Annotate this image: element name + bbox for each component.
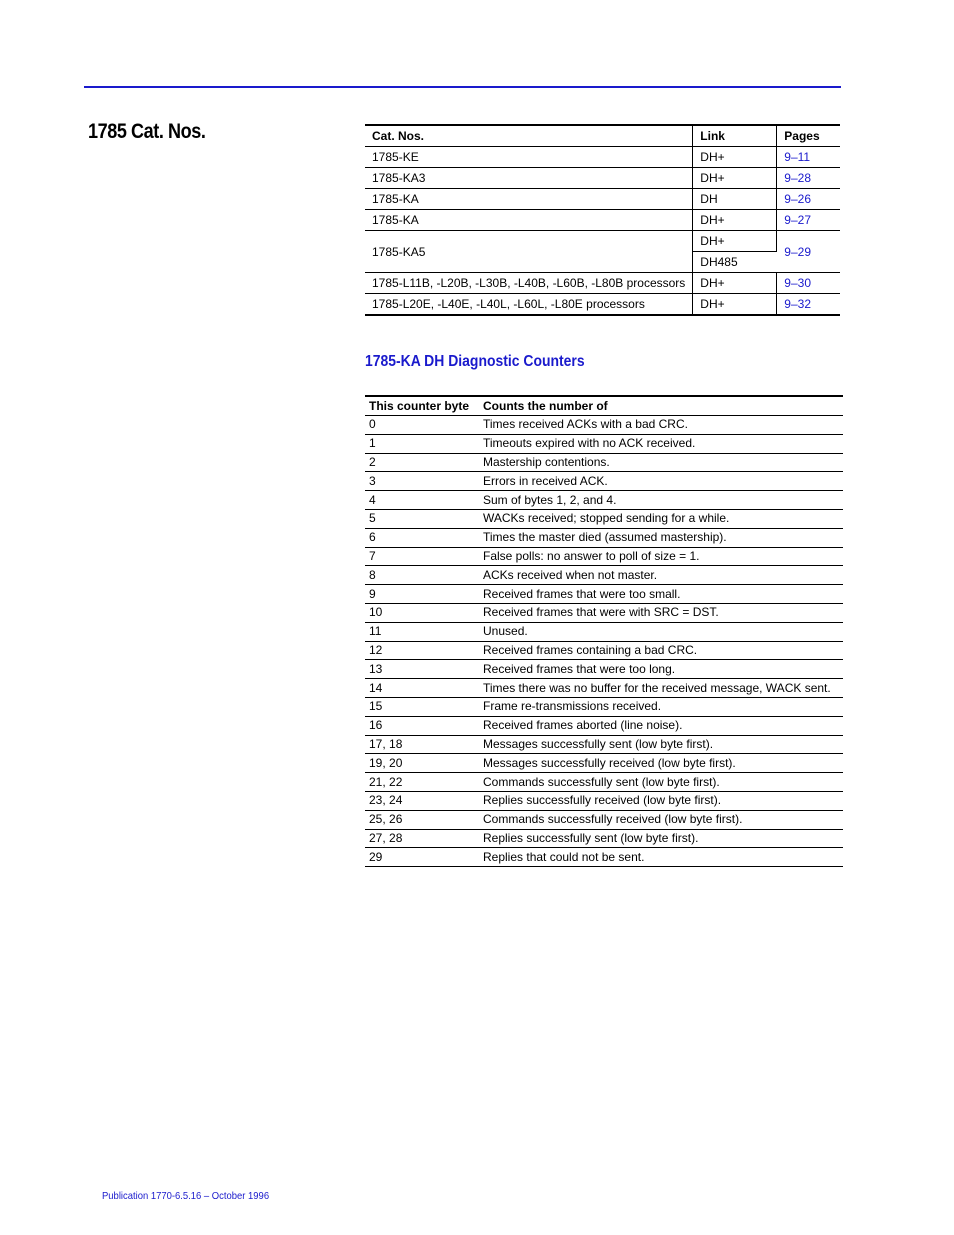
counter-description: Replies successfully sent (low byte first). [479,829,843,848]
counter-byte: 27, 28 [365,829,479,848]
counter-description: Replies that could not be sent. [479,848,843,867]
catalog-table [365,124,840,316]
counter-byte: 7 [365,547,479,566]
counter-description: Messages successfully sent (low byte first). [479,735,843,754]
counter-row [365,697,843,716]
counter-description: Messages successfully received (low byte first). [479,754,843,773]
counter-table-header [365,396,843,416]
counter-description: Unused. [479,622,843,641]
counter-row [365,528,843,547]
counter-byte: 21, 22 [365,773,479,792]
header-counter-byte: This counter byte [365,396,479,416]
counter-description: Received frames that were too long. [479,660,843,679]
counter-description: WACKs received; stopped sending for a while. [479,509,843,528]
counter-byte: 1 [365,434,479,453]
page-link[interactable]: 9–29 [777,231,840,273]
cat-no: 1785-KA [365,189,693,210]
counter-byte: 16 [365,716,479,735]
catalog-row [365,210,840,231]
catalog-table-header [365,125,840,147]
counter-row [365,754,843,773]
counter-description: Received frames aborted (line noise). [479,716,843,735]
catalog-row [365,189,840,210]
counter-description: Commands successfully received (low byte first). [479,810,843,829]
counter-description: Errors in received ACK. [479,472,843,491]
counter-byte: 29 [365,848,479,867]
counter-description: Received frames containing a bad CRC. [479,641,843,660]
counter-byte: 14 [365,679,479,698]
page-link[interactable]: 9–30 [777,273,840,294]
subsection-title: 1785-KA DH Diagnostic Counters [365,353,585,370]
cat-no: 1785-KE [365,147,693,168]
counter-byte: 2 [365,453,479,472]
counter-byte: 25, 26 [365,810,479,829]
counter-description: Times received ACKs with a bad CRC. [479,416,843,435]
counter-byte: 17, 18 [365,735,479,754]
counter-row [365,585,843,604]
counter-byte: 5 [365,509,479,528]
header-counts: Counts the number of [479,396,843,416]
counter-row [365,660,843,679]
counter-row [365,603,843,622]
counter-description: Sum of bytes 1, 2, and 4. [479,491,843,510]
counter-description: Received frames that were with SRC = DST. [479,603,843,622]
link-type: DH+ [693,147,777,168]
link-type: DH [693,189,777,210]
counter-row [365,735,843,754]
link-type: DH+ [693,294,777,316]
counter-row [365,434,843,453]
counter-byte: 0 [365,416,479,435]
catalog-row [365,168,840,189]
counter-row [365,416,843,435]
counter-byte: 23, 24 [365,791,479,810]
counter-description: Replies successfully received (low byte first). [479,791,843,810]
counter-byte: 19, 20 [365,754,479,773]
counter-row [365,641,843,660]
cat-no: 1785-L20E, -L40E, -L40L, -L60L, -L80E processors [365,294,693,316]
counter-row [365,829,843,848]
link-type: DH+ [693,231,777,252]
counter-row [365,679,843,698]
counter-byte: 12 [365,641,479,660]
counter-row [365,716,843,735]
cat-no: 1785-KA3 [365,168,693,189]
counter-description: Frame re-transmissions received. [479,697,843,716]
counter-description: Timeouts expired with no ACK received. [479,434,843,453]
catalog-row [365,147,840,168]
counter-table [365,395,843,867]
counter-description: Received frames that were too small. [479,585,843,604]
counter-row [365,453,843,472]
counter-description: Times there was no buffer for the received message, WACK sent. [479,679,843,698]
catalog-row [365,294,840,316]
counter-row [365,509,843,528]
counter-byte: 9 [365,585,479,604]
counter-byte: 3 [365,472,479,491]
counter-row [365,547,843,566]
catalog-row [365,231,840,252]
page-link[interactable]: 9–11 [777,147,840,168]
link-type: DH485 [693,252,777,273]
counter-row [365,773,843,792]
counter-byte: 13 [365,660,479,679]
cat-no: 1785-KA [365,210,693,231]
counter-row [365,791,843,810]
publication-footer: Publication 1770-6.5.16 – October 1996 [102,1190,270,1202]
counter-byte: 6 [365,528,479,547]
counter-byte: 4 [365,491,479,510]
counter-description: False polls: no answer to poll of size = 1. [479,547,843,566]
header-cat-nos: Cat. Nos. [365,125,693,147]
counter-row [365,472,843,491]
counter-description: ACKs received when not master. [479,566,843,585]
counter-byte: 8 [365,566,479,585]
page-link[interactable]: 9–26 [777,189,840,210]
cat-no: 1785-L11B, -L20B, -L30B, -L40B, -L60B, -L80B processors [365,273,693,294]
link-type: DH+ [693,168,777,189]
counter-byte: 11 [365,622,479,641]
counter-row [365,848,843,867]
counter-description: Commands successfully sent (low byte first). [479,773,843,792]
header-link: Link [693,125,777,147]
section-title: 1785 Cat. Nos. [88,120,206,143]
counter-row [365,622,843,641]
link-type: DH+ [693,210,777,231]
page-link[interactable]: 9–27 [777,210,840,231]
counter-byte: 10 [365,603,479,622]
counter-row [365,566,843,585]
counter-byte: 15 [365,697,479,716]
cat-no: 1785-KA5 [365,231,693,273]
counter-table-body [365,416,843,867]
counter-description: Times the master died (assumed mastership). [479,528,843,547]
counter-row [365,810,843,829]
counter-description: Mastership contentions. [479,453,843,472]
catalog-row [365,273,840,294]
page-link[interactable]: 9–28 [777,168,840,189]
page-link[interactable]: 9–32 [777,294,840,316]
counter-row [365,491,843,510]
header-pages: Pages [777,125,840,147]
link-type: DH+ [693,273,777,294]
top-rule [84,86,841,88]
